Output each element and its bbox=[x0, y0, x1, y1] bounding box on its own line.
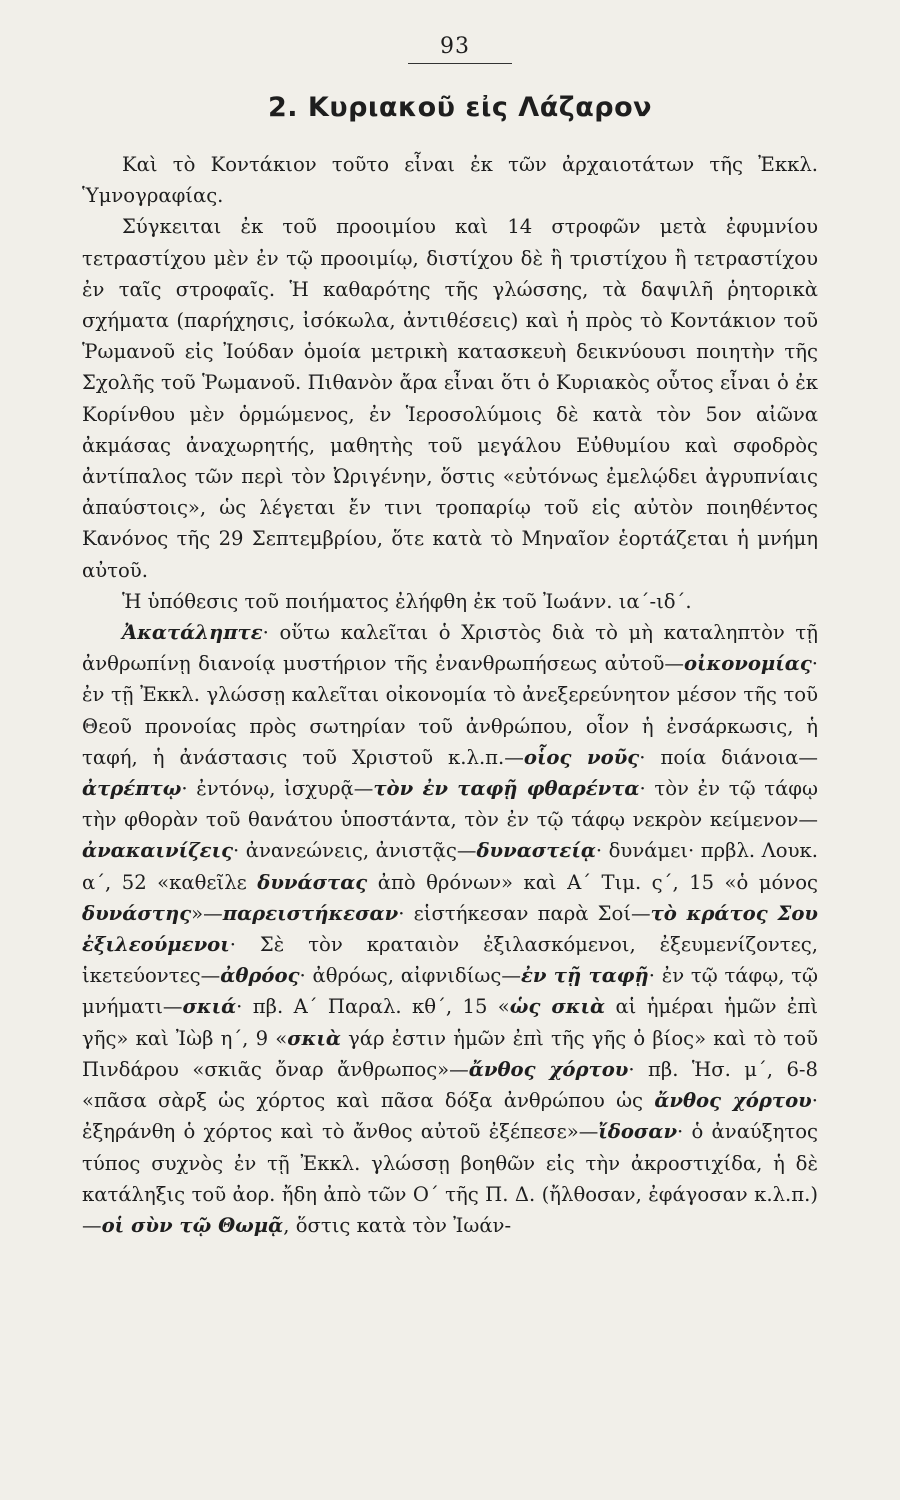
text-run: · ἀθρόως, αἰφνιδίως— bbox=[299, 964, 521, 988]
text-run: · τὸν ἐν τῷ τάφῳ τὴν φθορὰν τοῦ θανάτου ὑποστάντα, τὸν ἐν τῷ τάφῳ νεκρὸν κείμενον— bbox=[82, 777, 818, 832]
section-title: 2. Κυριακοῦ εἰς Λάζαρον bbox=[267, 92, 653, 123]
body-text bbox=[82, 149, 818, 1241]
paragraph bbox=[82, 211, 818, 585]
glossed-term: ἀνακαινίζεις bbox=[82, 839, 234, 863]
text-run: · ἐν τῷ τάφῳ, τῷ μνήματι— bbox=[82, 964, 818, 1019]
glossed-term: τὸν ἐν ταφῇ φθαρέντα bbox=[373, 777, 640, 801]
text-run: · ποία διάνοια— bbox=[639, 745, 819, 769]
text-run: Ἡ ὑπόθεσις τοῦ ποιήματος ἐλήφθη ἐκ τοῦ Ἰωάνν. ια΄-ιδ΄. bbox=[122, 589, 692, 613]
text-run: Σύγκειται ἐκ τοῦ προοιμίου καὶ 14 στροφῶν μετὰ ἐφυμνίου τετραστίχου μὲν ἐν τῷ προοιμίῳ, διστίχου δὲ ἢ τριστίχου ἢ τετραστίχου ἐν ταῖς στροφαῖς. Ἡ καθαρότης τῆς γλώσσης, τὰ δαψιλῆ ῥητορικὰ σχήματα (παρήχησις, ἰσόκωλα, ἀντιθέσεις) καὶ ἡ πρὸς τὸ Κοντάκιον τοῦ Ῥωμανοῦ εἰς Ἰούδαν ὁμοία μετρικὴ κατασκευὴ δεικνύουσι ποιητὴν τῆς Σχολῆς τοῦ Ῥωμανοῦ. Πιθανὸν ἄρα εἶναι ὅτι ὁ Κυριακὸς οὗτος εἶναι ὁ ἐκ Κορίνθου μὲν ὁρμώμενος, ἐν Ἱεροσολύμοις δὲ κατὰ τὸν 5ον αἰῶνα ἀκμάσας ἀναχωρητής, μαθητὴς τοῦ μεγάλου Εὐθυμίου καὶ σφοδρὸς ἀντίπαλος τῶν περὶ τὸν Ὠριγένην, ὅστις «εὐτόνως ἐμελῴδει ἀγρυπνίαις ἀπαύστοις», ὡς λέγεται ἔν τινι τροπαρίῳ τοῦ εἰς αὐτὸν ποιηθέντος Κανόνος τῆς 29 Σεπτεμβρίου, ὅτε κατὰ τὸ Μηναῖον ἑορτάζεται ἡ μνήμη αὐτοῦ. bbox=[82, 215, 818, 582]
text-run: · Σὲ τὸν κραταιὸν ἐξιλασκόμενοι, ἐξευμενίζοντες, ἱκετεύοντες— bbox=[82, 933, 818, 988]
glossed-term: σκιὰ bbox=[287, 1026, 341, 1050]
text-run: γάρ ἐστιν ἡμῶν ἐπὶ τῆς γῆς ὁ βίος» καὶ τὸ τοῦ Πινδάρου «σκιᾶς ὄναρ ἄνθρωπος»— bbox=[82, 1026, 818, 1081]
text-run: »— bbox=[191, 901, 223, 925]
paragraph bbox=[82, 149, 818, 211]
glossed-term: ἄνθος χόρτου bbox=[468, 1057, 629, 1081]
glossed-term: ὡς σκιὰ bbox=[509, 995, 606, 1019]
glossed-term: δυναστείᾳ bbox=[476, 839, 596, 863]
glossed-term: ἐν τῇ ταφῇ bbox=[520, 964, 649, 988]
glossed-term: δυνάστας bbox=[257, 870, 368, 894]
glossed-term: σκιά bbox=[182, 995, 237, 1019]
text-run: , ὅστις κατὰ τὸν Ἰωάν- bbox=[283, 1213, 512, 1237]
text-run: · ἀνανεώνεις, ἀνιστᾷς— bbox=[233, 839, 477, 863]
glossed-term: ἀθρόος bbox=[220, 964, 300, 988]
paragraph bbox=[82, 586, 818, 617]
text-run: Καὶ τὸ Κοντάκιον τοῦτο εἶναι ἐκ τῶν ἀρχαιοτάτων τῆς Ἐκκλ. Ὑμνογραφίας. bbox=[82, 153, 818, 208]
glossed-term: οἰκονομίας bbox=[683, 652, 812, 676]
glossed-term: παρειστήκεσαν bbox=[222, 901, 399, 925]
glossed-term: οἷος νοῦς bbox=[523, 745, 640, 769]
text-run: · οὕτω καλεῖται ὁ Χριστὸς διὰ τὸ μὴ καταληπτὸν τῇ ἀνθρωπίνῃ διανοίᾳ μυστήριον τῆς ἐνανθρωπήσεως αὐτοῦ— bbox=[82, 621, 818, 676]
text-run: · ἐν τῇ Ἐκκλ. γλώσσῃ καλεῖται οἰκονομία τὸ ἀνεξερεύνητον μέσον τῆς τοῦ Θεοῦ προνοίας πρὸς σωτηρίαν τοῦ ἀνθρώπου, οἷον ἡ ἐνσάρκωσις, ἡ ταφή, ἡ ἀνάστασις τοῦ Χριστοῦ κ.λ.π.— bbox=[82, 652, 818, 769]
glossed-term: ἴδοσαν bbox=[598, 1120, 678, 1144]
glossed-term: δυνάστης bbox=[82, 901, 192, 925]
page-number: 93 bbox=[440, 34, 470, 59]
glossed-term: ἀτρέπτῳ bbox=[82, 777, 182, 801]
text-run: · πβ. Α΄ Παραλ. κθ΄, 15 « bbox=[236, 995, 510, 1019]
header-rule bbox=[408, 63, 512, 64]
paragraph bbox=[82, 617, 818, 1241]
text-run: · πβ. Ἡσ. μ΄, 6-8 «πᾶσα σὰρξ ὡς χόρτος καὶ πᾶσα δόξα ἀνθρώπου ὡς bbox=[82, 1057, 818, 1113]
glossed-term: οἱ σὺν τῷ Θωμᾷ bbox=[101, 1213, 284, 1237]
text-run: · ὁ ἀναύξητος τύπος συχνὸς ἐν τῇ Ἐκκλ. γλώσσῃ βοηθῶν εἰς τὴν ἀκροστιχίδα, ἡ δὲ κατάληξις τοῦ ἀορ. ἤδη ἀπὸ τῶν Ο΄ τῆς Π. Δ. (ἤλθοσαν, ἐφάγοσαν κ.λ.π.)— bbox=[82, 1120, 818, 1237]
text-run: · δυνάμει· πρβλ. Λουκ. α΄, 52 «καθεῖλε bbox=[82, 839, 818, 894]
glossed-term: τὸ κράτος Σου ἐξιλεούμενοι bbox=[82, 901, 819, 957]
glossed-term: Ἀκατάληπτε bbox=[122, 621, 263, 645]
text-run: ἀπὸ θρόνων» καὶ Α΄ Τιμ. ς΄, 15 «ὁ μόνος bbox=[367, 870, 819, 894]
text-run: · ἐξηράνθη ὁ χόρτος καὶ τὸ ἄνθος αὐτοῦ ἐξέπεσε»— bbox=[82, 1089, 818, 1144]
glossed-term: ἄνθος χόρτου bbox=[654, 1089, 812, 1113]
text-run: · εἱστήκεσαν παρὰ Σοί— bbox=[398, 901, 651, 925]
text-run: · ἐντόνῳ, ἰσχυρᾷ— bbox=[181, 777, 374, 801]
text-run: αἱ ἡμέραι ἡμῶν ἐπὶ γῆς» καὶ Ἰὼβ η΄, 9 « bbox=[82, 995, 819, 1050]
